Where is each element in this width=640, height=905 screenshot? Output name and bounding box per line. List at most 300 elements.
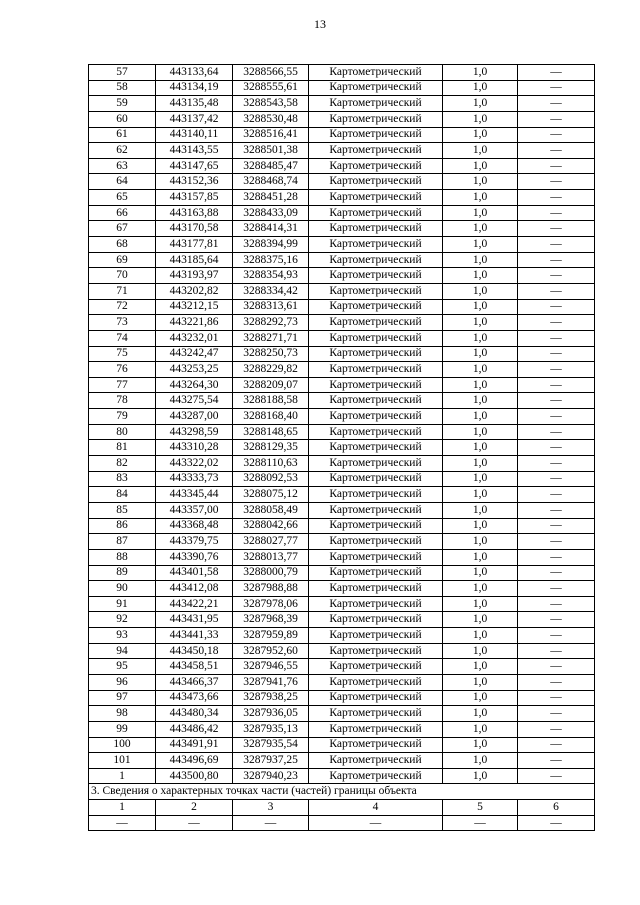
point-number-cell: 70 (89, 268, 156, 284)
method-cell: Картометрический (309, 143, 443, 159)
y-coordinate-cell: 3288168,40 (233, 409, 309, 425)
precision-cell: 1,0 (443, 315, 518, 331)
method-cell: Картометрический (309, 174, 443, 190)
section-3 (89, 784, 595, 831)
y-coordinate-cell: 3287936,05 (233, 706, 309, 722)
method-cell: Картометрический (309, 80, 443, 96)
precision-cell: 1,0 (443, 768, 518, 784)
table-row (89, 659, 595, 675)
description-cell: — (518, 581, 595, 597)
y-coordinate-cell: 3288209,07 (233, 377, 309, 393)
point-number-cell: 95 (89, 659, 156, 675)
method-cell: Картометрический (309, 221, 443, 237)
point-number-cell: 81 (89, 440, 156, 456)
x-coordinate-cell: 443287,00 (156, 409, 233, 425)
point-number-cell: 67 (89, 221, 156, 237)
x-coordinate-cell: 443422,21 (156, 596, 233, 612)
description-cell: — (518, 768, 595, 784)
y-coordinate-cell: 3287988,88 (233, 581, 309, 597)
precision-cell: 1,0 (443, 471, 518, 487)
method-cell: Картометрический (309, 596, 443, 612)
method-cell: Картометрический (309, 471, 443, 487)
description-cell: — (518, 690, 595, 706)
table-row (89, 690, 595, 706)
section-3-header-cell: 3 (233, 800, 309, 816)
precision-cell: 1,0 (443, 518, 518, 534)
point-number-cell: 79 (89, 409, 156, 425)
x-coordinate-cell: 443232,01 (156, 330, 233, 346)
y-coordinate-cell: 3287978,06 (233, 596, 309, 612)
table-row (89, 565, 595, 581)
x-coordinate-cell: 443401,58 (156, 565, 233, 581)
table-row (89, 596, 595, 612)
table-row (89, 65, 595, 81)
x-coordinate-cell: 443379,75 (156, 534, 233, 550)
table-row (89, 643, 595, 659)
x-coordinate-cell: 443480,34 (156, 706, 233, 722)
section-3-header-cell: 5 (443, 800, 518, 816)
point-number-cell: 90 (89, 581, 156, 597)
table-row (89, 190, 595, 206)
precision-cell: 1,0 (443, 111, 518, 127)
precision-cell: 1,0 (443, 174, 518, 190)
description-cell: — (518, 456, 595, 472)
precision-cell: 1,0 (443, 393, 518, 409)
description-cell: — (518, 643, 595, 659)
method-cell: Картометрический (309, 237, 443, 253)
method-cell: Картометрический (309, 768, 443, 784)
precision-cell: 1,0 (443, 721, 518, 737)
x-coordinate-cell: 443170,58 (156, 221, 233, 237)
point-number-cell: 101 (89, 753, 156, 769)
description-cell: — (518, 737, 595, 753)
table-row (89, 502, 595, 518)
method-cell: Картометрический (309, 65, 443, 81)
table-row (89, 174, 595, 190)
description-cell: — (518, 158, 595, 174)
method-cell: Картометрический (309, 487, 443, 503)
point-number-cell: 83 (89, 471, 156, 487)
section-3-value-cell: — (156, 815, 233, 831)
table-row (89, 737, 595, 753)
table-row (89, 111, 595, 127)
x-coordinate-cell: 443202,82 (156, 283, 233, 299)
page-number: 13 (314, 17, 326, 31)
y-coordinate-cell: 3287959,89 (233, 628, 309, 644)
x-coordinate-cell: 443163,88 (156, 205, 233, 221)
description-cell: — (518, 502, 595, 518)
method-cell: Картометрический (309, 753, 443, 769)
description-cell: — (518, 612, 595, 628)
y-coordinate-cell: 3288250,73 (233, 346, 309, 362)
x-coordinate-cell: 443253,25 (156, 362, 233, 378)
method-cell: Картометрический (309, 565, 443, 581)
method-cell: Картометрический (309, 706, 443, 722)
point-number-cell: 93 (89, 628, 156, 644)
method-cell: Картометрический (309, 643, 443, 659)
description-cell: — (518, 440, 595, 456)
x-coordinate-cell: 443140,11 (156, 127, 233, 143)
description-cell: — (518, 127, 595, 143)
y-coordinate-cell: 3288092,53 (233, 471, 309, 487)
y-coordinate-cell: 3288013,77 (233, 549, 309, 565)
x-coordinate-cell: 443157,85 (156, 190, 233, 206)
point-number-cell: 66 (89, 205, 156, 221)
x-coordinate-cell: 443412,08 (156, 581, 233, 597)
x-coordinate-cell: 443275,54 (156, 393, 233, 409)
precision-cell: 1,0 (443, 502, 518, 518)
method-cell: Картометрический (309, 674, 443, 690)
precision-cell: 1,0 (443, 96, 518, 112)
precision-cell: 1,0 (443, 252, 518, 268)
point-number-cell: 61 (89, 127, 156, 143)
table-row (89, 534, 595, 550)
section-3-value-cell: — (518, 815, 595, 831)
method-cell: Картометрический (309, 362, 443, 378)
x-coordinate-cell: 443491,91 (156, 737, 233, 753)
description-cell: — (518, 221, 595, 237)
method-cell: Картометрический (309, 456, 443, 472)
point-number-cell: 57 (89, 65, 156, 81)
precision-cell: 1,0 (443, 753, 518, 769)
description-cell: — (518, 753, 595, 769)
description-cell: — (518, 487, 595, 503)
point-number-cell: 65 (89, 190, 156, 206)
y-coordinate-cell: 3288375,16 (233, 252, 309, 268)
x-coordinate-cell: 443500,80 (156, 768, 233, 784)
y-coordinate-cell: 3288075,12 (233, 487, 309, 503)
table-row (89, 518, 595, 534)
precision-cell: 1,0 (443, 268, 518, 284)
coordinates-table-body (89, 65, 595, 784)
description-cell: — (518, 205, 595, 221)
point-number-cell: 64 (89, 174, 156, 190)
precision-cell: 1,0 (443, 643, 518, 659)
point-number-cell: 59 (89, 96, 156, 112)
description-cell: — (518, 596, 595, 612)
y-coordinate-cell: 3287935,13 (233, 721, 309, 737)
y-coordinate-cell: 3287941,76 (233, 674, 309, 690)
precision-cell: 1,0 (443, 424, 518, 440)
section-3-header-cell: 2 (156, 800, 233, 816)
x-coordinate-cell: 443264,30 (156, 377, 233, 393)
table-row (89, 330, 595, 346)
point-number-cell: 62 (89, 143, 156, 159)
x-coordinate-cell: 443133,64 (156, 65, 233, 81)
description-cell: — (518, 299, 595, 315)
description-cell: — (518, 174, 595, 190)
section-3-title: 3. Сведения о характерных точках части (частей) границы объекта (89, 784, 595, 800)
x-coordinate-cell: 443134,19 (156, 80, 233, 96)
precision-cell: 1,0 (443, 534, 518, 550)
method-cell: Картометрический (309, 377, 443, 393)
y-coordinate-cell: 3288292,73 (233, 315, 309, 331)
coordinates-table (88, 64, 595, 831)
y-coordinate-cell: 3288271,71 (233, 330, 309, 346)
description-cell: — (518, 96, 595, 112)
method-cell: Картометрический (309, 534, 443, 550)
table-row (89, 674, 595, 690)
precision-cell: 1,0 (443, 440, 518, 456)
y-coordinate-cell: 3288394,99 (233, 237, 309, 253)
precision-cell: 1,0 (443, 65, 518, 81)
method-cell: Картометрический (309, 283, 443, 299)
x-coordinate-cell: 443221,86 (156, 315, 233, 331)
table-row (89, 581, 595, 597)
x-coordinate-cell: 443135,48 (156, 96, 233, 112)
table-row (89, 283, 595, 299)
y-coordinate-cell: 3288027,77 (233, 534, 309, 550)
table-row (89, 205, 595, 221)
method-cell: Картометрический (309, 346, 443, 362)
table-row (89, 237, 595, 253)
description-cell: — (518, 518, 595, 534)
y-coordinate-cell: 3288468,74 (233, 174, 309, 190)
x-coordinate-cell: 443357,00 (156, 502, 233, 518)
y-coordinate-cell: 3288229,82 (233, 362, 309, 378)
y-coordinate-cell: 3288000,79 (233, 565, 309, 581)
y-coordinate-cell: 3288188,58 (233, 393, 309, 409)
description-cell: — (518, 268, 595, 284)
point-number-cell: 78 (89, 393, 156, 409)
precision-cell: 1,0 (443, 487, 518, 503)
precision-cell: 1,0 (443, 549, 518, 565)
table-row (89, 96, 595, 112)
description-cell: — (518, 283, 595, 299)
table-row (89, 753, 595, 769)
description-cell: — (518, 706, 595, 722)
y-coordinate-cell: 3288414,31 (233, 221, 309, 237)
x-coordinate-cell: 443322,02 (156, 456, 233, 472)
point-number-cell: 84 (89, 487, 156, 503)
y-coordinate-cell: 3288433,09 (233, 205, 309, 221)
point-number-cell: 99 (89, 721, 156, 737)
point-number-cell: 100 (89, 737, 156, 753)
y-coordinate-cell: 3288334,42 (233, 283, 309, 299)
y-coordinate-cell: 3287946,55 (233, 659, 309, 675)
x-coordinate-cell: 443368,48 (156, 518, 233, 534)
y-coordinate-cell: 3288566,55 (233, 65, 309, 81)
method-cell: Картометрический (309, 628, 443, 644)
method-cell: Картометрический (309, 299, 443, 315)
point-number-cell: 97 (89, 690, 156, 706)
section-3-title-row (89, 784, 595, 800)
method-cell: Картометрический (309, 581, 443, 597)
y-coordinate-cell: 3288451,28 (233, 190, 309, 206)
table-row (89, 315, 595, 331)
description-cell: — (518, 252, 595, 268)
description-cell: — (518, 143, 595, 159)
precision-cell: 1,0 (443, 565, 518, 581)
method-cell: Картометрический (309, 252, 443, 268)
x-coordinate-cell: 443310,28 (156, 440, 233, 456)
method-cell: Картометрический (309, 409, 443, 425)
precision-cell: 1,0 (443, 596, 518, 612)
y-coordinate-cell: 3288485,47 (233, 158, 309, 174)
description-cell: — (518, 534, 595, 550)
point-number-cell: 69 (89, 252, 156, 268)
x-coordinate-cell: 443458,51 (156, 659, 233, 675)
method-cell: Картометрический (309, 659, 443, 675)
point-number-cell: 71 (89, 283, 156, 299)
precision-cell: 1,0 (443, 706, 518, 722)
y-coordinate-cell: 3288129,35 (233, 440, 309, 456)
x-coordinate-cell: 443147,65 (156, 158, 233, 174)
point-number-cell: 75 (89, 346, 156, 362)
method-cell: Картометрический (309, 205, 443, 221)
section-3-value-row (89, 815, 595, 831)
x-coordinate-cell: 443431,95 (156, 612, 233, 628)
description-cell: — (518, 549, 595, 565)
section-3-header-cell: 6 (518, 800, 595, 816)
method-cell: Картометрический (309, 549, 443, 565)
precision-cell: 1,0 (443, 581, 518, 597)
point-number-cell: 63 (89, 158, 156, 174)
table-row (89, 456, 595, 472)
y-coordinate-cell: 3287940,23 (233, 768, 309, 784)
precision-cell: 1,0 (443, 330, 518, 346)
precision-cell: 1,0 (443, 143, 518, 159)
description-cell: — (518, 674, 595, 690)
x-coordinate-cell: 443333,73 (156, 471, 233, 487)
table-row (89, 487, 595, 503)
point-number-cell: 77 (89, 377, 156, 393)
section-3-value-cell: — (443, 815, 518, 831)
precision-cell: 1,0 (443, 737, 518, 753)
point-number-cell: 82 (89, 456, 156, 472)
table-row (89, 768, 595, 784)
point-number-cell: 85 (89, 502, 156, 518)
point-number-cell: 87 (89, 534, 156, 550)
table-row (89, 346, 595, 362)
point-number-cell: 98 (89, 706, 156, 722)
method-cell: Картометрический (309, 96, 443, 112)
point-number-cell: 91 (89, 596, 156, 612)
precision-cell: 1,0 (443, 205, 518, 221)
table-row (89, 440, 595, 456)
table-row (89, 80, 595, 96)
y-coordinate-cell: 3287952,60 (233, 643, 309, 659)
section-3-value-cell: — (233, 815, 309, 831)
x-coordinate-cell: 443193,97 (156, 268, 233, 284)
method-cell: Картометрический (309, 158, 443, 174)
table-row (89, 424, 595, 440)
method-cell: Картометрический (309, 690, 443, 706)
point-number-cell: 60 (89, 111, 156, 127)
precision-cell: 1,0 (443, 283, 518, 299)
section-3-header-row (89, 800, 595, 816)
precision-cell: 1,0 (443, 299, 518, 315)
y-coordinate-cell: 3288148,65 (233, 424, 309, 440)
precision-cell: 1,0 (443, 659, 518, 675)
point-number-cell: 76 (89, 362, 156, 378)
x-coordinate-cell: 443185,64 (156, 252, 233, 268)
precision-cell: 1,0 (443, 221, 518, 237)
y-coordinate-cell: 3287938,25 (233, 690, 309, 706)
x-coordinate-cell: 443441,33 (156, 628, 233, 644)
table-row (89, 158, 595, 174)
precision-cell: 1,0 (443, 628, 518, 644)
y-coordinate-cell: 3288110,63 (233, 456, 309, 472)
point-number-cell: 73 (89, 315, 156, 331)
x-coordinate-cell: 443450,18 (156, 643, 233, 659)
method-cell: Картометрический (309, 315, 443, 331)
description-cell: — (518, 409, 595, 425)
method-cell: Картометрический (309, 330, 443, 346)
table-row (89, 628, 595, 644)
y-coordinate-cell: 3288516,41 (233, 127, 309, 143)
point-number-cell: 72 (89, 299, 156, 315)
description-cell: — (518, 330, 595, 346)
method-cell: Картометрический (309, 721, 443, 737)
x-coordinate-cell: 443152,36 (156, 174, 233, 190)
table-row (89, 393, 595, 409)
description-cell: — (518, 346, 595, 362)
x-coordinate-cell: 443242,47 (156, 346, 233, 362)
point-number-cell: 92 (89, 612, 156, 628)
precision-cell: 1,0 (443, 127, 518, 143)
method-cell: Картометрический (309, 424, 443, 440)
table-row (89, 127, 595, 143)
table-row (89, 471, 595, 487)
description-cell: — (518, 628, 595, 644)
precision-cell: 1,0 (443, 674, 518, 690)
description-cell: — (518, 377, 595, 393)
method-cell: Картометрический (309, 440, 443, 456)
description-cell: — (518, 111, 595, 127)
x-coordinate-cell: 443390,76 (156, 549, 233, 565)
description-cell: — (518, 65, 595, 81)
precision-cell: 1,0 (443, 409, 518, 425)
table-row (89, 252, 595, 268)
section-3-value-cell: — (309, 815, 443, 831)
point-number-cell: 89 (89, 565, 156, 581)
method-cell: Картометрический (309, 111, 443, 127)
description-cell: — (518, 424, 595, 440)
description-cell: — (518, 190, 595, 206)
x-coordinate-cell: 443177,81 (156, 237, 233, 253)
section-3-value-cell: — (89, 815, 156, 831)
point-number-cell: 58 (89, 80, 156, 96)
x-coordinate-cell: 443212,15 (156, 299, 233, 315)
y-coordinate-cell: 3288555,61 (233, 80, 309, 96)
point-number-cell: 88 (89, 549, 156, 565)
y-coordinate-cell: 3288501,38 (233, 143, 309, 159)
x-coordinate-cell: 443143,55 (156, 143, 233, 159)
description-cell: — (518, 393, 595, 409)
precision-cell: 1,0 (443, 456, 518, 472)
table-row (89, 409, 595, 425)
precision-cell: 1,0 (443, 190, 518, 206)
table-row (89, 549, 595, 565)
description-cell: — (518, 721, 595, 737)
point-number-cell: 74 (89, 330, 156, 346)
y-coordinate-cell: 3288530,48 (233, 111, 309, 127)
table-row (89, 143, 595, 159)
point-number-cell: 80 (89, 424, 156, 440)
precision-cell: 1,0 (443, 80, 518, 96)
method-cell: Картометрический (309, 393, 443, 409)
point-number-cell: 1 (89, 768, 156, 784)
table-row (89, 377, 595, 393)
description-cell: — (518, 565, 595, 581)
table-row (89, 268, 595, 284)
point-number-cell: 68 (89, 237, 156, 253)
method-cell: Картометрический (309, 190, 443, 206)
x-coordinate-cell: 443496,69 (156, 753, 233, 769)
precision-cell: 1,0 (443, 158, 518, 174)
method-cell: Картометрический (309, 502, 443, 518)
